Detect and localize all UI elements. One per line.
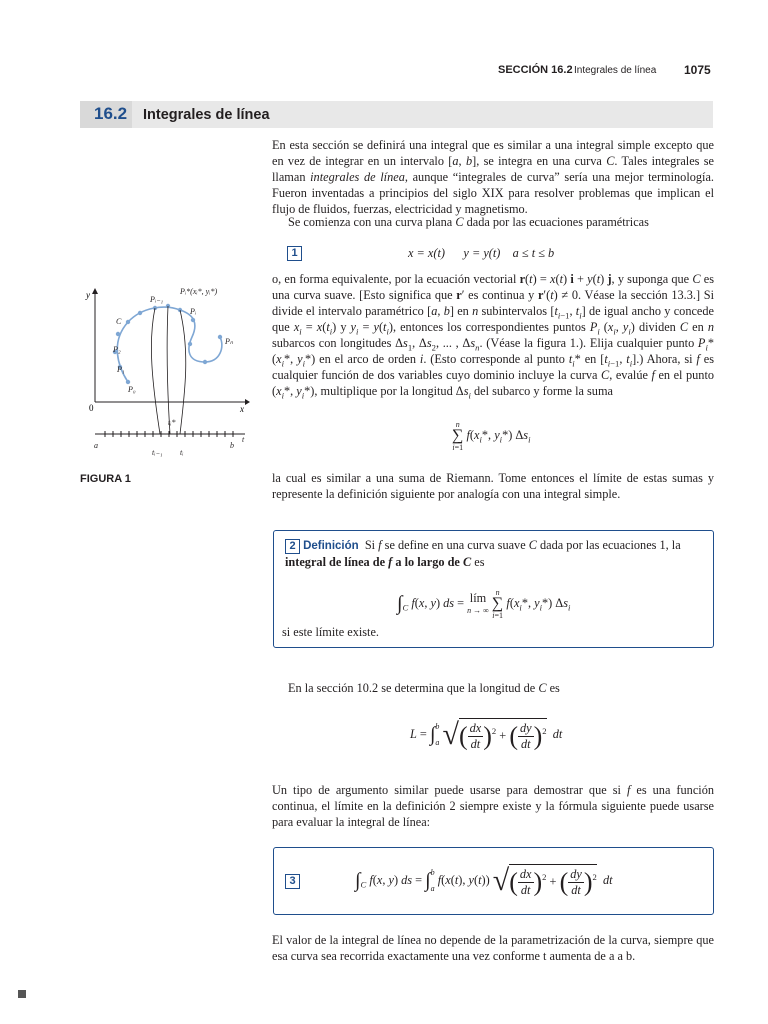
label-pi-1: Pᵢ₋₁	[150, 295, 164, 304]
equation-number-3: 3	[285, 874, 300, 889]
running-head-title: Integrales de línea	[574, 65, 657, 76]
t-axis-a: a	[94, 441, 98, 450]
parametrization-paragraph: El valor de la integral de línea no depende de la parametrización de la curva, siempre que esa curva sea recorrida exactamente una vez conforme t aumenta de a a b.	[272, 933, 714, 963]
partition-paragraph: o, en forma equivalente, por la ecuación vectorial r(t) = x(t) i + y(t) j, y suponga que C es una curva suave. [Esto significa que r′ es continua y r′(t) ≠ 0. Véase la sección 13.3.] Si divide el intervalo paramétrico [a, b] en n subintervalos [$t_{i-1}$, $t_i$] de igual ancho y concede que $x_i = x(t_i)$ y $y_i = y(t_i)$, entonces los correspondientes puntos $P_i$ ($x_i$, $y_i$) dividen C en n subarcos con longitudes $\Delta s_1$, $\Delta s_2$, ... , $\Delta s_n$. (Véase la figura 1.). Elija cualquier punto $P_i*(x_i*$, $y_i*$) en el arco de orden i. (Esto corresponde al punto $t_i*$ en [$t_{i-1}$, $t_i$].) Ahora, si f es cualquier función de dos variables cuyo dominio incluye la curva C, evalúe f en el punto ($x_i*$, $y_i*$), multiplique por la longitud $\Delta s_i$ del subarco y forme la suma	[272, 272, 715, 401]
label-p0: P₀	[128, 385, 136, 394]
curve-c	[117, 307, 222, 382]
label-ti-1: tᵢ₋₁	[152, 448, 163, 457]
label-pn: Pₙ	[225, 337, 234, 346]
page-number: 1075	[684, 63, 711, 77]
t-axis-t: t	[242, 435, 245, 444]
projection-ti	[180, 310, 186, 434]
curve-label: C	[116, 317, 122, 326]
equation-number-1: 1	[287, 246, 302, 261]
intro-paragraph: En esta sección se definirá una integral que es similar a una integral simple excepto que en vez de integrar en un intervalo [a, b], se integra en una curva C. Tales integrales se llaman integrales de línea, aunque “integrales de curva” sería una mejor terminología. Fueron inventadas a principios del siglo XIX para resolver problemas que implican el flujo de fluidos, fuerzas, electricidad y magnetismo.	[272, 138, 714, 216]
definition-text: 2 Definición Si f se define en una curva suave C dada por las ecuaciones 1, la integral de línea de f a lo largo de C es	[285, 538, 681, 569]
label-ti-star: tᵢ*	[168, 418, 176, 427]
section-title: Integrales de línea	[143, 107, 270, 123]
label-ti: tᵢ	[180, 448, 184, 457]
definition-label: Definición	[303, 540, 359, 552]
x-axis-label: x	[240, 404, 244, 414]
t-axis-b: b	[230, 441, 234, 450]
corner-mark	[18, 990, 26, 998]
label-pi-star: Pᵢ*(xᵢ*, yᵢ*)	[180, 287, 218, 296]
definition-number: 2	[285, 539, 300, 554]
x-axis-arrow	[245, 399, 250, 405]
label-pi: Pᵢ	[190, 307, 197, 316]
figure-1-curve-diagram	[80, 282, 260, 462]
label-p1: P₁	[117, 365, 125, 374]
label-p2: P₂	[113, 345, 121, 354]
arc-length-paragraph: En la sección 10.2 se determina que la longitud de C es	[288, 681, 560, 695]
origin-label: 0	[89, 403, 94, 413]
continuity-paragraph: Un tipo de argumento similar puede usarse para demostrar que si f es una función continua, el límite en la definición 2 siempre existe y la fórmula siguiente puede usarse para evaluar la integral de línea:	[272, 783, 714, 829]
projection-ti-star	[167, 306, 170, 434]
y-axis-arrow	[92, 288, 98, 294]
line-integral-formula: $\int_C$ f(x, y) ds = ∫b a f(x(t), y(t)) √( $\frac{dx}{dt}$ )$^2$ + ( $\frac{dy}{dt}$ )$^2$ dt	[355, 864, 613, 897]
y-axis-label: y	[86, 290, 90, 300]
running-head-section: SECCIÓN 16.2	[498, 64, 573, 76]
parametric-equations: x = x(t) y = y(t) a ≤ t ≤ b	[408, 246, 555, 260]
line-integral-definition: $\int_C$ f(x, y) ds = lím n → ∞ n ∑ i=1 $f(x_i*$, $y_i*$) $\Delta s_i$	[397, 588, 571, 620]
arc-length-formula: L = ∫b a √( $\frac{dx}{dt}$ )$^2$ + ( $\frac{dy}{dt}$ )$^2$ dt	[410, 718, 563, 751]
section-number: 16.2	[94, 104, 128, 123]
projection-ti-1	[151, 308, 160, 434]
figure-1-caption: FIGURA 1	[80, 473, 131, 485]
riemann-sum: n ∑ i=1 $f(x_i*$, $y_i*$) $\Delta s_i$	[452, 420, 531, 452]
definition-tail: si este límite existe.	[282, 625, 379, 639]
curve-paragraph: Se comienza con una curva plana C dada por las ecuaciones paramétricas	[288, 215, 649, 229]
riemann-paragraph: la cual es similar a una suma de Riemann. Tome entonces el límite de estas sumas y represente la definición siguiente por analogía con una integral simple.	[272, 471, 714, 501]
